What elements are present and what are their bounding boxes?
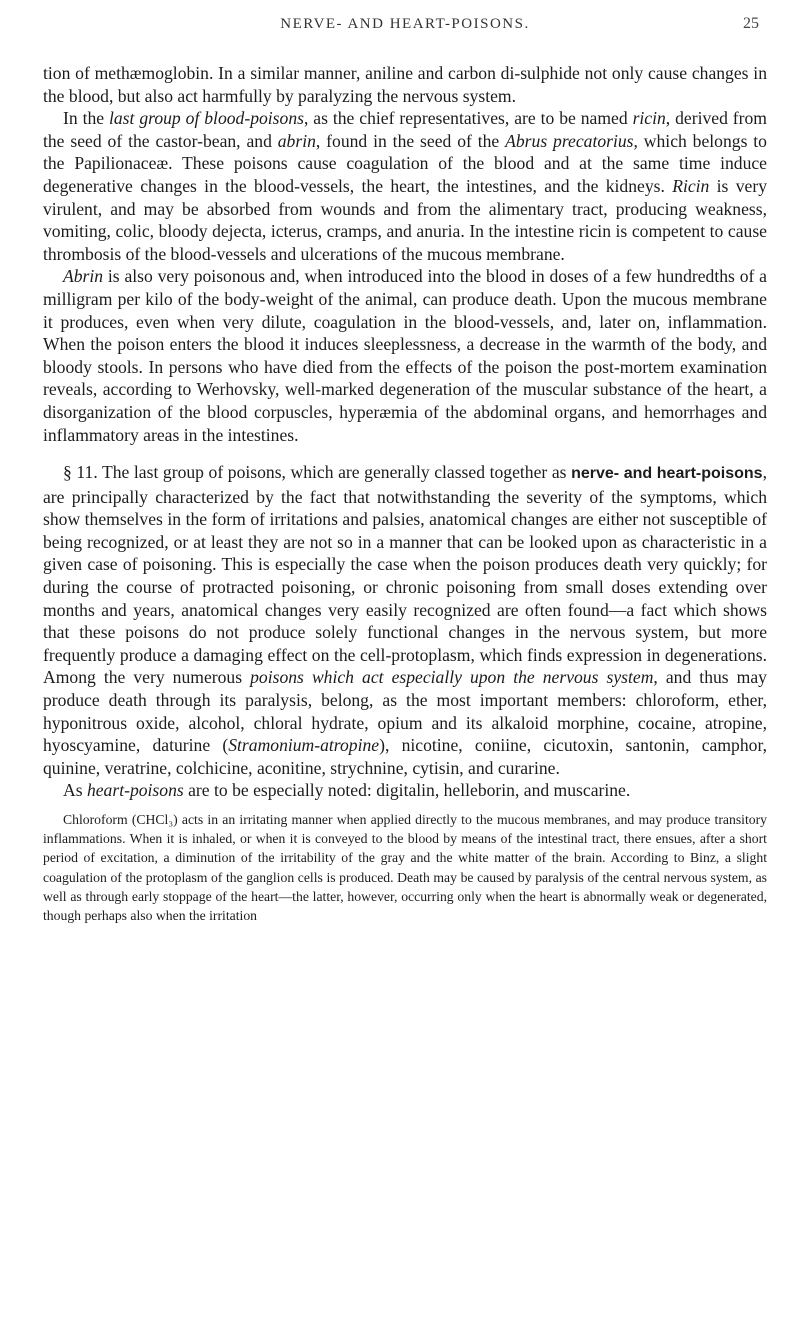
term-ricin-2: Ricin	[672, 175, 710, 196]
term-abrin-2: Abrin	[63, 266, 104, 287]
term-nervous-system-poisons: poisons which act especially upon the nervous system	[250, 667, 654, 688]
term-ricin: ricin	[632, 108, 666, 129]
term-nerve-heart-poisons: nerve- and heart-poisons	[571, 465, 763, 483]
term-last-group: last group of blood-poisons	[109, 108, 304, 129]
term-abrus-precatorius: Abrus precatorius	[505, 130, 634, 151]
running-title: NERVE- AND HEART-POISONS.	[280, 16, 530, 32]
paragraph-ricin: In the last group of blood-poisons, as the chief representatives, are to be named ricin, derived from the seed of the castor-bean, and abrin, found in the seed of the Abrus precatorius, which belongs to the Papilionaceæ. These poisons cause coagulation of the blood and at the same time induce degenerative changes in the blood-vessels, the heart, the intestines, and the kidneys. Ricin is very virulent, and may be absorbed from wounds and from the alimentary tract, producing weakness, vomiting, colic, bloody dejecta, icterus, cramps, and anuria. In the intestine ricin is competent to cause thrombosis of the blood-vessels and ulcerations of the mucous membrane.	[43, 108, 767, 264]
paragraph-heart-poisons: As heart-poisons are to be especially noted: digitalin, helleborin, and muscarine.	[63, 780, 631, 801]
page-number: 25	[743, 15, 759, 32]
running-head	[43, 0, 767, 40]
term-stramonium-atropine: Stramonium-atropine	[228, 735, 380, 756]
paragraph-chloroform: Chloroform (CHCl₃) acts in an irritating manner when applied directly to the mucous membranes, and may produce transitory inflammations. When it is inhaled, or when it is conveyed to the blood by means of the intestinal tract, there ensues, after a short period of excitation, a diminution of the irritability of the gray and the white matter of the brain. According to Binz, a slight coagulation of the protoplasm of the ganglion cells is produced. Death may be caused by paralysis of the central nervous system, as well as through early stoppage of the heart—the latter, however, occurring only when the heart is abnormally weak or degenerated, though perhaps also when the irritation	[43, 812, 767, 924]
paragraph-section-11: § 11. The last group of poisons, which are generally classed together as nerve- and heart-poisons, are principally characterized by the fact that notwithstanding the severity of the symptoms, which show themselves in the form of irritations and palsies, anatomical changes are either not susceptible of being recognized, or at least they are not so in a manner that can be looked upon as characteristic in a given case of poisoning. This is especially the case when the poison produces death very quickly; for during the course of protracted poisoning, or chronic poisoning from small doses extending over months and years, anatomical changes very easily recognized are often found—a fact which shows that these poisons do not produce solely functional changes in the nervous system, but more frequently produce a damaging effect on the cell-protoplasm, which finds expression in degenerations. Among the very numerous poisons which act especially upon the nervous system, and thus may produce death through its paralysis, belong, as the most important members: chloroform, ether, hyponitrous oxide, alcohol, chloral hydrate, opium and its alkaloid morphine, cocaine, atropine, hyoscyamine, daturine (Stramonium-atropine), nicotine, coniine, cicutoxin, santonin, camphor, quinine, veratrine, colchicine, aconitine, strychnine, cytisin, and curarine.	[43, 462, 767, 778]
term-heart-poisons: heart-poisons	[86, 780, 184, 801]
book-page	[43, 0, 767, 925]
body-text	[43, 62, 767, 925]
paragraph-methaemoglobin: tion of methæmoglobin. In a similar manner, aniline and carbon di-sulphide not only cause changes in the blood, but also act harmfully by paralyzing the nervous system.	[43, 63, 767, 106]
term-abrin: abrin	[277, 130, 316, 151]
section-marker: § 11.	[63, 462, 98, 483]
paragraph-abrin: Abrin is also very poisonous and, when introduced into the blood in doses of a few hundredths of a milligram per kilo of the body-weight of the animal, can produce death. Upon the mucous membrane it produces, even when very dilute, coagulation in the blood-vessels, and, later on, inflammation. When the poison enters the blood it induces sleeplessness, a decrease in the warmth of the body, and bloody stools. In persons who have died from the effects of the poison the post-mortem examination reveals, according to Werhovsky, well-marked degeneration of the muscular substance of the heart, a disorganization of the blood corpuscles, hyperæmia of the abdominal organs, and hemorrhages and inflammatory areas in the intestines.	[43, 266, 767, 445]
